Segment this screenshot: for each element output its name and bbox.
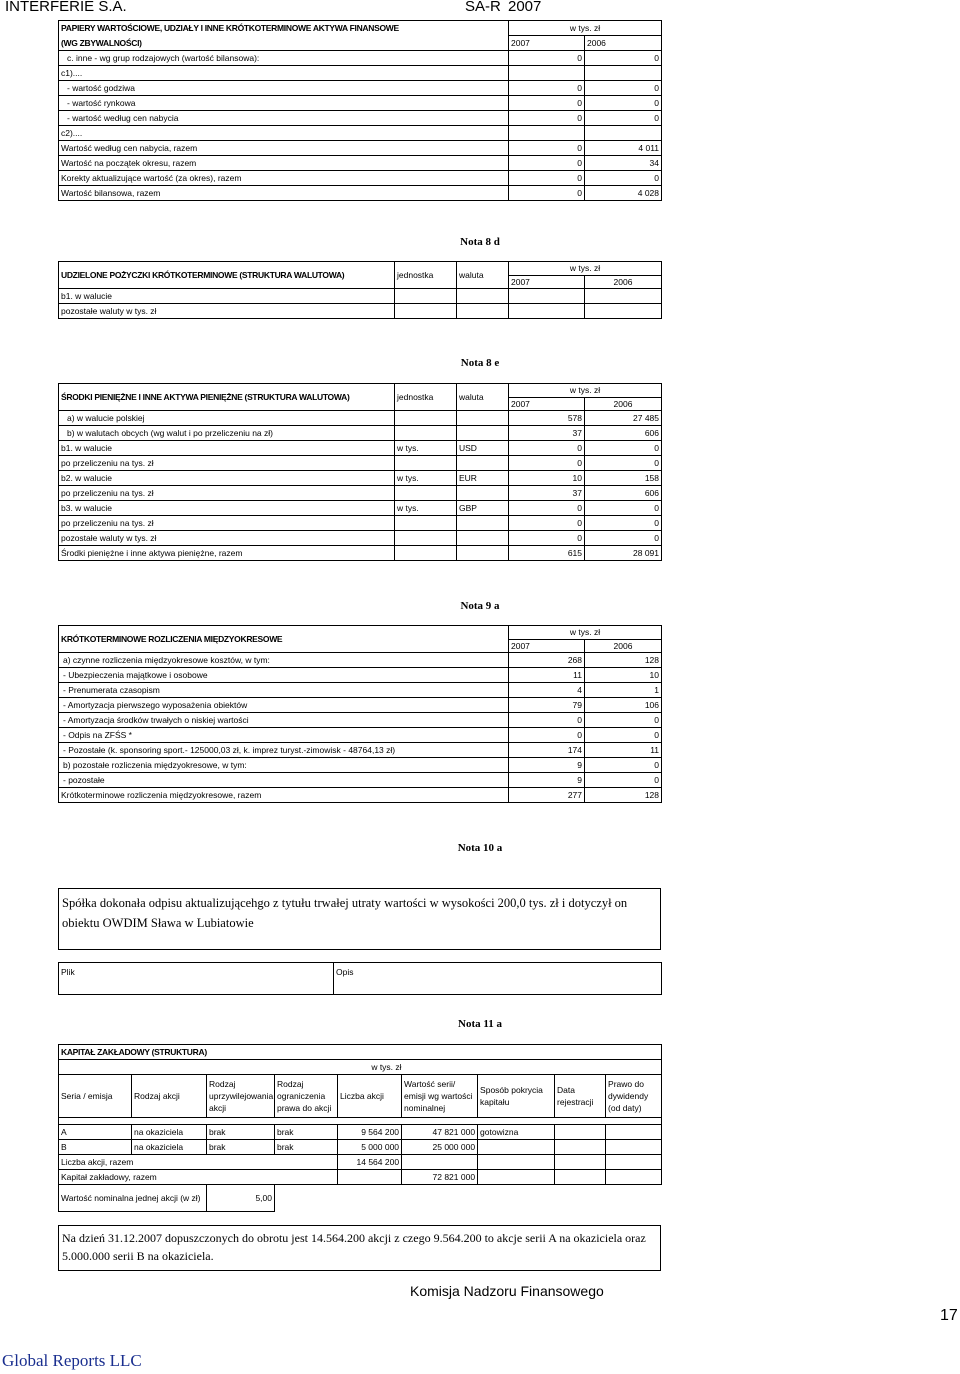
nominal-value-label: Wartość nominalna jednej akcji (w zł): [59, 1185, 207, 1212]
cell-unit: w tys.: [395, 501, 457, 516]
cell-value: 0: [509, 441, 585, 456]
note-heading: Nota 8 e: [460, 357, 500, 369]
report-type: SA-R: [465, 0, 501, 15]
year-header: 2007: [509, 639, 585, 653]
currency-col-header: waluta: [457, 384, 509, 411]
year-header: 2006: [585, 36, 662, 51]
unit-col-header: jednostka: [395, 384, 457, 411]
cell-currency: [457, 456, 509, 471]
table-row-label: po przeliczeniu na tys. zł: [59, 486, 395, 501]
table-row-label: c. inne - wg grup rodzajowych (wartość bilansowa):: [59, 51, 509, 66]
cell-value: 268: [509, 653, 585, 668]
cell-preference: brak: [207, 1140, 275, 1155]
cell-value: 37: [509, 426, 585, 441]
table-row-label: - Odpis na ZFŚS *: [59, 728, 509, 743]
year-header: 2007: [509, 275, 585, 289]
table-row-label: pozostałe waluty w tys. zł: [59, 531, 395, 546]
securities-subtitle: (WG ZBYWALNOŚCI): [59, 36, 509, 51]
cell-value: 0: [585, 171, 662, 186]
table-row-label: - Ubezpieczenia majątkowe i osobowe: [59, 668, 509, 683]
table-row-label: b) w walutach obcych (wg walut i po przeliczeniu na zł): [59, 426, 395, 441]
cell-value: 27 485: [585, 411, 662, 426]
loans-title: UDZIELONE POŻYCZKI KRÓTKOTERMINOWE (STRUKTURA WALUTOWA): [59, 262, 395, 289]
loans-table: [58, 261, 662, 319]
cell-dividend-right: [606, 1125, 662, 1140]
cash-table: [58, 383, 662, 561]
cell-value: 0: [585, 111, 662, 126]
table-row-label: Krótkoterminowe rozliczenia międzyokresowe, razem: [59, 788, 509, 803]
unit-col-header: jednostka: [395, 262, 457, 289]
cell-value: 0: [509, 141, 585, 156]
table-row-label: b) pozostałe rozliczenia międzyokresowe, w tym:: [59, 758, 509, 773]
cell-restriction: brak: [275, 1125, 338, 1140]
unit-label: w tys. zł: [509, 626, 662, 640]
securities-title: PAPIERY WARTOŚCIOWE, UDZIAŁY I INNE KRÓTKOTERMINOWE AKTYWA FINANSOWE: [59, 21, 509, 36]
cell-unit: [395, 426, 457, 441]
cell-value: 11: [509, 668, 585, 683]
cell-value: 277: [509, 788, 585, 803]
note-heading: Nota 9 a: [460, 600, 500, 612]
cell-registration-date: [555, 1140, 606, 1155]
table-row-label: po przeliczeniu na tys. zł: [59, 456, 395, 471]
cell-value: 37: [509, 486, 585, 501]
table-row-label: b1. w walucie: [59, 289, 395, 304]
cell-nominal-value: 47 821 000: [402, 1125, 478, 1140]
table-row-label: b1. w walucie: [59, 441, 395, 456]
cell-unit: [395, 456, 457, 471]
unit-label: w tys. zł: [509, 384, 662, 398]
unit-label: w tys. zł: [509, 21, 662, 36]
cell-value: 606: [585, 426, 662, 441]
table-row-label: c2)....: [59, 126, 509, 141]
table-row-label: - Amortyzacja pierwszego wyposażenia obiektów: [59, 698, 509, 713]
cell-value: 0: [585, 773, 662, 788]
table-row-label: pozostałe waluty w tys. zł: [59, 304, 395, 319]
total-capital-value: 72 821 000: [402, 1170, 478, 1185]
cell-value: 0: [585, 501, 662, 516]
cell-value: [585, 126, 662, 141]
cell-value: 0: [509, 728, 585, 743]
cell-value: 10: [509, 471, 585, 486]
cell-currency: EUR: [457, 471, 509, 486]
cell-value: 4 011: [585, 141, 662, 156]
cell-currency: [457, 426, 509, 441]
cell-unit: [395, 516, 457, 531]
cell-value: [509, 66, 585, 81]
table-row-label: Wartość bilansowa, razem: [59, 186, 509, 201]
share-capital-table: [58, 1044, 662, 1212]
file-header: Plik: [59, 963, 334, 995]
cell-value: 9: [509, 773, 585, 788]
table-row-label: - wartość według cen nabycia: [59, 111, 509, 126]
cell-series: A: [59, 1125, 132, 1140]
table-row-label: - Amortyzacja środków trwałych o niskiej wartości: [59, 713, 509, 728]
cell-dividend-right: [606, 1140, 662, 1155]
year-header: 2006: [585, 639, 662, 653]
impairment-note-text: Spółka dokonała odpisu aktualizującehgo z tytułu trwałej utraty wartości w wysokości 200,0 tys. zł i dotyczył on obiektu OWDIM Sława w Lubiatowie: [58, 888, 661, 950]
cash-title: ŚRODKI PIENIĘŻNE I INNE AKTYWA PIENIĘŻNE (STRUKTURA WALUTOWA): [59, 384, 395, 411]
table-row-label: Wartość na początek okresu, razem: [59, 156, 509, 171]
cell-value: 615: [509, 546, 585, 561]
col-header-registration-date: Data rejestracji: [555, 1075, 606, 1118]
cell-preference: brak: [207, 1125, 275, 1140]
note-heading: Nota 8 d: [460, 236, 500, 248]
nominal-value: 5,00: [207, 1185, 275, 1212]
table-row-label: Środki pieniężne i inne aktywa pieniężne, razem: [59, 546, 395, 561]
currency-col-header: waluta: [457, 262, 509, 289]
cell-value: 10: [585, 668, 662, 683]
cell-value: 0: [509, 171, 585, 186]
cell-value: 0: [509, 81, 585, 96]
cell-value: 0: [585, 758, 662, 773]
cell-value: 79: [509, 698, 585, 713]
report-year: 2007: [508, 0, 542, 15]
share-capital-title: KAPITAŁ ZAKŁADOWY (STRUKTURA): [59, 1045, 402, 1060]
year-header: 2007: [509, 397, 585, 411]
cell-value: 0: [509, 111, 585, 126]
cell-currency: [457, 411, 509, 426]
cell-share-count: 9 564 200: [338, 1125, 402, 1140]
prepayments-title: KRÓTKOTERMINOWE ROZLICZENIA MIĘDZYOKRESOWE: [59, 626, 509, 653]
cell-coverage: [478, 1140, 555, 1155]
table-row-label: c1)....: [59, 66, 509, 81]
cell-share-type: na okaziciela: [132, 1140, 207, 1155]
cell-value: 0: [585, 531, 662, 546]
cell-value: 0: [585, 51, 662, 66]
cell-unit: [395, 411, 457, 426]
cell-value: 0: [509, 156, 585, 171]
cell-unit: [395, 531, 457, 546]
col-header-dividend-right: Prawo do dywidendy (od daty): [606, 1075, 662, 1118]
cell-unit: w tys.: [395, 441, 457, 456]
prepayments-table: [58, 625, 662, 803]
cell-value: 128: [585, 653, 662, 668]
cell-value: 578: [509, 411, 585, 426]
col-header-series: Seria / emisja: [59, 1075, 132, 1118]
col-header-coverage: Sposób pokrycia kapitału: [478, 1075, 555, 1118]
cell-currency: USD: [457, 441, 509, 456]
cell-currency: GBP: [457, 501, 509, 516]
cell-value: 0: [509, 516, 585, 531]
col-header-preference: Rodzaj uprzywilejowania akcji: [207, 1075, 275, 1118]
table-row-label: po przeliczeniu na tys. zł: [59, 516, 395, 531]
note-heading: Nota 11 a: [458, 1018, 502, 1030]
brand-footer: Global Reports LLC: [2, 1351, 142, 1370]
note-heading: Nota 10 a: [457, 842, 503, 854]
cell-value: 4 028: [585, 186, 662, 201]
cell-value: 158: [585, 471, 662, 486]
cell-value: [585, 66, 662, 81]
table-row-label: - pozostałe: [59, 773, 509, 788]
page-number: 17: [940, 1307, 958, 1324]
cell-value: 0: [585, 516, 662, 531]
cell-value: 34: [585, 156, 662, 171]
cell-value: [509, 126, 585, 141]
cell-value: 106: [585, 698, 662, 713]
cell-restriction: brak: [275, 1140, 338, 1155]
cell-currency: [457, 486, 509, 501]
cell-value: 0: [585, 81, 662, 96]
cell-value: 174: [509, 743, 585, 758]
description-header: Opis: [334, 963, 662, 995]
attachment-table: [58, 962, 662, 995]
table-row-label: - wartość godziwa: [59, 81, 509, 96]
company-name: INTERFERIE S.A.: [5, 0, 127, 15]
cell-value: 0: [509, 501, 585, 516]
cell-value: 0: [585, 441, 662, 456]
cell-value: 0: [509, 186, 585, 201]
unit-label: w tys. zł: [59, 1060, 402, 1075]
cell-unit: w tys.: [395, 471, 457, 486]
knf-footer: Komisja Nadzoru Finansowego: [410, 1283, 604, 1299]
year-header: 2007: [509, 36, 585, 51]
col-header-share-count: Liczba akcji: [338, 1075, 402, 1118]
table-row-label: b2. w walucie: [59, 471, 395, 486]
cell-value: 4: [509, 683, 585, 698]
cell-value: 11: [585, 743, 662, 758]
cell-nominal-value: 25 000 000: [402, 1140, 478, 1155]
share-admission-text: Na dzień 31.12.2007 dopuszczonych do obrotu jest 14.564.200 akcji z czego 9.564.200 to akcje serii A na okaziciela oraz 5.000.000 serii B na okaziciela.: [58, 1225, 661, 1271]
cell-value: 1: [585, 683, 662, 698]
table-row-label: a) w walucie polskiej: [59, 411, 395, 426]
table-row-label: - wartość rynkowa: [59, 96, 509, 111]
cell-currency: [457, 516, 509, 531]
cell-coverage: gotowizna: [478, 1125, 555, 1140]
total-shares-label: Liczba akcji, razem: [59, 1155, 338, 1170]
unit-label: w tys. zł: [509, 262, 662, 276]
cell-unit: [395, 486, 457, 501]
table-row-label: Wartość według cen nabycia, razem: [59, 141, 509, 156]
year-header: 2006: [585, 397, 662, 411]
securities-table: [58, 20, 662, 201]
cell-value: 606: [585, 486, 662, 501]
cell-currency: [457, 531, 509, 546]
year-header: 2006: [585, 275, 662, 289]
cell-currency: [457, 546, 509, 561]
cell-share-type: na okaziciela: [132, 1125, 207, 1140]
cell-value: 0: [585, 713, 662, 728]
cell-share-count: 5 000 000: [338, 1140, 402, 1155]
cell-series: B: [59, 1140, 132, 1155]
table-row-label: b3. w walucie: [59, 501, 395, 516]
cell-value: 0: [585, 96, 662, 111]
cell-value: 128: [585, 788, 662, 803]
cell-registration-date: [555, 1125, 606, 1140]
cell-value: 0: [509, 531, 585, 546]
cell-value: 0: [509, 96, 585, 111]
cell-value: 9: [509, 758, 585, 773]
table-row-label: Korekty aktualizujące wartość (za okres), razem: [59, 171, 509, 186]
cell-value: 0: [509, 456, 585, 471]
table-row-label: - Prenumerata czasopism: [59, 683, 509, 698]
total-capital-label: Kapitał zakładowy, razem: [59, 1170, 338, 1185]
col-header-nominal-value: Wartość serii/ emisji wg wartości nominalnej: [402, 1075, 478, 1118]
cell-value: 0: [585, 456, 662, 471]
cell-value: 0: [509, 713, 585, 728]
col-header-restriction: Rodzaj ograniczenia prawa do akcji: [275, 1075, 338, 1118]
table-row-label: - Pozostałe (k. sponsoring sport.- 125000,03 zł, k. imprez turyst.-zimowisk - 48764,13 zł): [59, 743, 509, 758]
table-row-label: a) czynne rozliczenia międzyokresowe kosztów, w tym:: [59, 653, 509, 668]
total-shares-value: 14 564 200: [338, 1155, 402, 1170]
cell-value: 0: [509, 51, 585, 66]
cell-unit: [395, 546, 457, 561]
cell-value: 28 091: [585, 546, 662, 561]
col-header-share-type: Rodzaj akcji: [132, 1075, 207, 1118]
cell-value: 0: [585, 728, 662, 743]
